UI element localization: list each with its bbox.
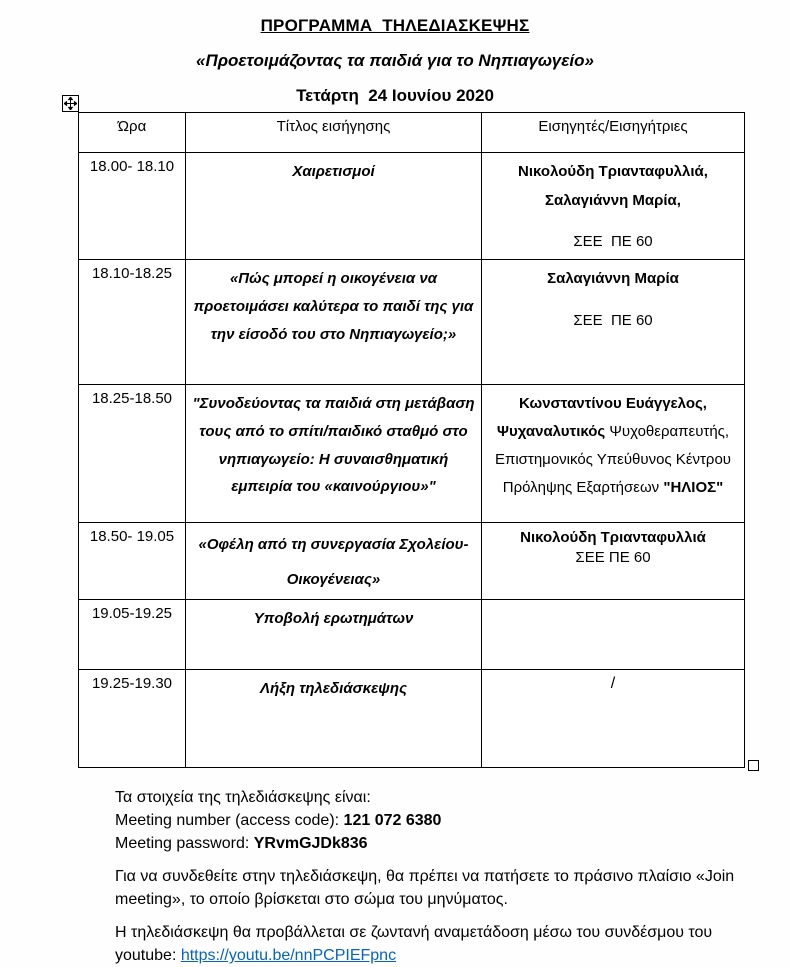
meeting-password-value: YRvmGJDk836: [253, 835, 368, 853]
table-move-handle[interactable]: [62, 95, 79, 112]
header-title: Τίτλος εισήγησης: [186, 113, 482, 153]
speakers-cell: [482, 260, 745, 385]
speaker-org: "ΗΛΙΟΣ": [663, 479, 724, 497]
time-cell: 18.00- 18.10: [79, 153, 186, 260]
time-cell: 19.05-19.25: [79, 600, 186, 670]
meeting-password-line: [115, 832, 743, 855]
title-cell: «Πώς μπορεί η οικογένεια να προετοιμάσει καλύτερα το παιδί της για την είσοδό του στο Νηπιαγωγείο;»: [186, 260, 482, 385]
speaker-role: ΣΕΕ ΠΕ 60: [573, 311, 653, 329]
title-cell: Υποβολή ερωτημάτων: [186, 600, 482, 670]
program-table: [78, 112, 745, 768]
table-header-row: [79, 113, 745, 153]
youtube-line: [115, 921, 743, 967]
speakers-cell: [482, 385, 745, 523]
table-row: [79, 523, 745, 600]
table-row: [79, 600, 745, 670]
header-speakers: Εισηγητές/Εισηγήτριες: [482, 113, 745, 153]
title-cell: Λήξη τηλεδιάσκεψης: [186, 670, 482, 768]
time-cell: 18.50- 19.05: [79, 523, 186, 600]
speaker-role: ΣΕΕ ΠΕ 60: [575, 549, 651, 567]
youtube-text: Η τηλεδιάσκεψη θα προβάλλεται σε ζωντανή αναμετάδοση μέσω του συνδέσμου του youtube:: [115, 924, 713, 965]
speaker-role: Ψυχοθεραπευτής, Επιστημονικός Υπεύθυνος Κέντρου Πρόληψης Εξαρτήσεων: [494, 423, 732, 497]
join-instructions: Για να συνδεθείτε στην τηλεδιάσκεψη, θα πρέπει να πατήσετε το πράσινο πλαίσιο «Join meeting», το οποίο βρίσκεται στο σώμα του μηνύματος.: [115, 868, 735, 909]
document-date: Τετάρτη 24 Ιουνίου 2020: [296, 86, 494, 105]
meeting-info-intro: Τα στοιχεία της τηλεδιάσκεψης είναι:: [115, 789, 371, 806]
meeting-password-label: Meeting password:: [115, 835, 254, 853]
time-cell: 18.25-18.50: [79, 385, 186, 523]
speaker-name: Σαλαγιάννη Μαρία: [547, 270, 679, 287]
document-title: ΠΡΟΓΡΑΜΜΑ ΤΗΛΕΔΙΑΣΚΕΨΗΣ: [260, 16, 530, 35]
meeting-number-label: Meeting number (access code):: [115, 812, 344, 830]
table-row: [79, 260, 745, 385]
document-header: [0, 0, 790, 106]
speakers-cell: [482, 523, 745, 600]
table-row: [79, 153, 745, 260]
speaker-name: Κωνσταντίνου Ευάγγελος, Ψυχαναλυτικός: [496, 395, 707, 441]
speaker-role: ΣΕΕ ΠΕ 60: [573, 233, 653, 250]
table-row: [79, 670, 745, 768]
table-row: [79, 385, 745, 523]
four-way-arrow-icon: [64, 97, 77, 110]
youtube-link[interactable]: https://youtu.be/nnPCPIEFpnc: [180, 947, 397, 965]
time-cell: 19.25-19.30: [79, 670, 186, 768]
meeting-info: [115, 786, 743, 967]
speaker-name: Νικολούδη Τριανταφυλλιά, Σαλαγιάννη Μαρία,: [518, 163, 708, 209]
title-cell: "Συνοδεύοντας τα παιδιά στη μετάβαση τους από το σπίτι/παιδικό σταθμό στο νηπιαγωγείο: Η συναισθηματική εμπειρία του «καινούργιου»": [186, 385, 482, 523]
speakers-cell: [482, 153, 745, 260]
document-subtitle: «Προετοιμάζοντας τα παιδιά για το Νηπιαγωγείο»: [196, 51, 594, 70]
title-cell: «Οφέλη από τη συνεργασία Σχολείου- Οικογένειας»: [186, 523, 482, 600]
time-cell: 18.10-18.25: [79, 260, 186, 385]
table-resize-handle[interactable]: [748, 760, 759, 771]
speakers-cell: [482, 600, 745, 670]
speaker-name: Νικολούδη Τριανταφυλλιά: [520, 529, 706, 546]
meeting-number-value: 121 072 6380: [343, 812, 442, 830]
header-time: Ώρα: [79, 113, 186, 153]
speakers-cell: /: [482, 670, 745, 768]
title-cell: Χαιρετισμοί: [186, 153, 482, 260]
meeting-number-line: [115, 809, 743, 832]
